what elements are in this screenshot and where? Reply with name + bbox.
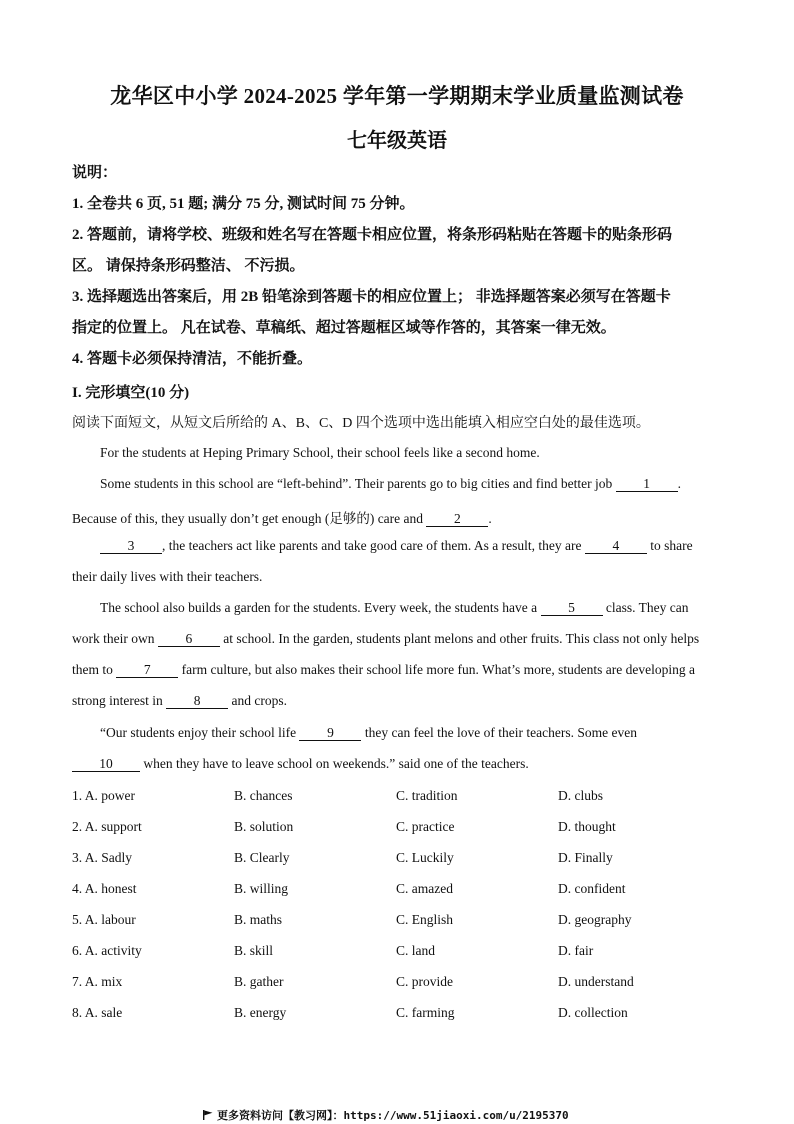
option-d: D. fair <box>558 943 594 958</box>
footer <box>203 1107 569 1123</box>
passage-text: to share <box>646 538 693 553</box>
exam-title: 龙华区中小学 2024-2025 学年第一学期期末学业质量监测试卷 <box>110 84 684 108</box>
section-title: I. 完形填空(10 分) <box>72 385 190 401</box>
passage-text: they can feel the love of their teachers. Some even <box>361 725 637 740</box>
passage-line <box>100 538 693 554</box>
blank-6: 6 <box>158 632 220 647</box>
blank-3: 3 <box>100 539 162 554</box>
instruction-item-3-cont: 指定的位置上。 凡在试卷、草稿纸、超过答题框区域等作答的，其答案一律无效。 <box>72 320 616 336</box>
passage-text: . <box>677 476 682 491</box>
instruction-item-2: 2. 答题前，请将学校、班级和姓名写在答题卡相应位置，将条形码粘贴在答题卡的贴条形码 <box>72 227 673 243</box>
passage-text: them to <box>72 662 117 677</box>
passage-text: Because of this, they usually don’t get enough (足够的) care and <box>72 511 427 526</box>
passage-text: farm culture, but also makes their school life more fun. What’s more, students are developing a <box>178 662 695 677</box>
option-a: 5. A. labour <box>72 912 136 927</box>
exam-subtitle: 七年级英语 <box>347 130 447 152</box>
option-d: D. collection <box>558 1005 628 1020</box>
passage-line: their daily lives with their teachers. <box>72 569 263 584</box>
passage-line <box>72 631 699 647</box>
passage-text: strong interest in <box>72 693 167 708</box>
option-c: C. amazed <box>396 881 453 896</box>
option-a: 3. A. Sadly <box>72 850 133 865</box>
blank-5: 5 <box>541 601 603 616</box>
option-c: C. farming <box>396 1005 455 1020</box>
passage-line <box>72 662 695 678</box>
instruction-item-2-cont: 区。 请保持条形码整洁、 不污损。 <box>72 258 305 274</box>
blank-1: 1 <box>616 477 678 492</box>
instruction-item-4: 4. 答题卡必须保持清洁，不能折叠。 <box>72 351 313 367</box>
option-b: B. skill <box>234 943 274 958</box>
option-d: D. understand <box>558 974 634 989</box>
passage-text: Some students in this school are “left-behind”. Their parents go to big cities and find better job <box>100 476 616 491</box>
blank-9: 9 <box>299 726 361 741</box>
passage-line <box>72 693 287 709</box>
passage-text: class. They can <box>602 600 689 615</box>
option-a: 1. A. power <box>72 788 135 803</box>
passage-text: . <box>488 511 492 526</box>
option-c: C. tradition <box>396 788 458 803</box>
instruction-item-1: 1. 全卷共 6 页, 51 题; 满分 75 分, 测试时间 75 分钟。 <box>72 196 415 212</box>
passage-text: when they have to leave school on weekends.” said one of the teachers. <box>140 756 529 771</box>
option-a: 6. A. activity <box>72 943 142 958</box>
section-directions: 阅读下面短文，从短文后所给的 A、B、C、D 四个选项中选出能填入相应空白处的最佳选项。 <box>72 416 650 431</box>
passage-line <box>72 756 529 772</box>
passage-text: work their own <box>72 631 158 646</box>
passage-text: , the teachers act like parents and take good care of them. As a result, they are <box>162 538 585 553</box>
option-a: 7. A. mix <box>72 974 123 989</box>
blank-2: 2 <box>426 512 488 527</box>
option-c: C. Luckily <box>396 850 454 865</box>
flag-icon <box>203 1110 213 1120</box>
blank-8: 8 <box>166 694 228 709</box>
option-b: B. maths <box>234 912 283 927</box>
option-a: 8. A. sale <box>72 1005 123 1020</box>
passage-text: “Our students enjoy their school life <box>100 725 300 740</box>
option-b: B. chances <box>234 788 293 803</box>
blank-10: 10 <box>72 757 140 772</box>
option-d: D. geography <box>558 912 632 927</box>
option-d: D. clubs <box>558 788 603 803</box>
option-c: C. practice <box>396 819 455 834</box>
passage-paragraph-1: For the students at Heping Primary School, their school feels like a second home. <box>100 445 540 460</box>
instructions-heading: 说明： <box>72 165 118 181</box>
option-b: B. Clearly <box>234 850 290 865</box>
passage-line <box>72 507 492 527</box>
option-c: C. provide <box>396 974 453 989</box>
passage-text: at school. In the garden, students plant melons and other fruits. This class not only helps <box>219 631 700 646</box>
instruction-item-3: 3. 选择题选出答案后，用 2B 铅笔涂到答题卡的相应位置上； 非选择题答案必须写在答题卡 <box>72 289 671 305</box>
option-a: 2. A. support <box>72 819 142 834</box>
passage-line <box>100 600 689 616</box>
footer-link[interactable]: 更多资料访问【教习网】：https://www.51jiaoxi.com/u/2195370 <box>217 1109 569 1122</box>
passage-line <box>100 476 681 492</box>
option-d: D. thought <box>558 819 616 834</box>
option-c: C. land <box>396 943 435 958</box>
passage-text: and crops. <box>228 693 287 708</box>
option-d: D. Finally <box>558 850 613 865</box>
blank-7: 7 <box>116 663 178 678</box>
option-c: C. English <box>396 912 454 927</box>
option-b: B. gather <box>234 974 284 989</box>
passage-line <box>100 725 637 741</box>
passage-text: The school also builds a garden for the students. Every week, the students have a <box>100 600 541 615</box>
option-b: B. energy <box>234 1005 287 1020</box>
option-d: D. confident <box>558 881 626 896</box>
option-b: B. willing <box>234 881 289 896</box>
option-b: B. solution <box>234 819 294 834</box>
option-a: 4. A. honest <box>72 881 137 896</box>
blank-4: 4 <box>585 539 647 554</box>
